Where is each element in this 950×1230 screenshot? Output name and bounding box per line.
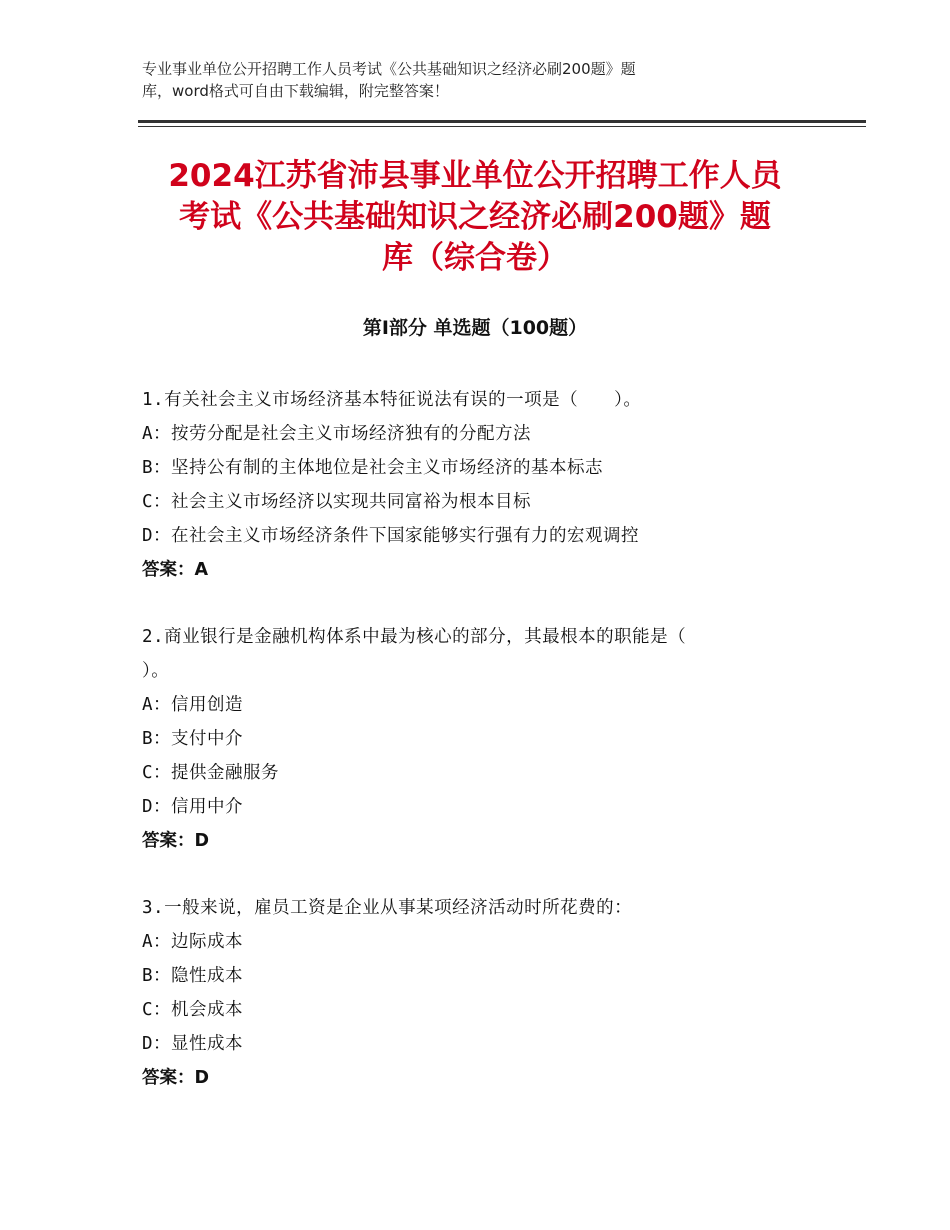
header-note-line-2: 库，word格式可自由下载编辑，附完整答案！ [142,82,449,100]
question-stem-continued: ）。 [142,661,170,681]
question-stem: 1.有关社会主义市场经济基本特征说法有误的一项是（ ）。 [142,390,642,410]
document-title-line-3: 库（综合卷） [382,240,568,276]
header-note-line-1: 专业事业单位公开招聘工作人员考试《公共基础知识之经济必刷200题》题 [142,60,636,78]
question-1 [142,383,802,587]
question-stem: 2.商业银行是金融机构体系中最为核心的部分，其最根本的职能是（ [142,627,687,647]
option-b: B：坚持公有制的主体地位是社会主义市场经济的基本标志 [142,458,604,478]
answer: 答案：D [142,1068,210,1088]
document-title [130,156,820,279]
header-divider-thick [138,120,866,123]
document-title-line-1: 2024江苏省沛县事业单位公开招聘工作人员 [168,158,782,194]
option-d: D：信用中介 [142,797,244,817]
option-c: C：提供金融服务 [142,763,280,783]
section-heading: 第Ⅰ部分 单选题（100题） [362,317,588,339]
option-b: B：支付中介 [142,729,244,749]
option-d: D：在社会主义市场经济条件下国家能够实行强有力的宏观调控 [142,526,640,546]
option-a: A：边际成本 [142,932,244,952]
option-b: B：隐性成本 [142,966,244,986]
option-a: A：信用创造 [142,695,244,715]
question-2 [142,620,802,858]
option-c: C：机会成本 [142,1000,244,1020]
option-a: A：按劳分配是社会主义市场经济独有的分配方法 [142,424,532,444]
option-d: D：显性成本 [142,1034,244,1054]
answer: 答案：D [142,831,210,851]
answer: 答案：A [142,560,209,580]
question-list [142,383,802,1095]
option-c: C：社会主义市场经济以实现共同富裕为根本目标 [142,492,532,512]
question-stem: 3.一般来说，雇员工资是企业从事某项经济活动时所花费的： [142,898,633,918]
document-title-line-2: 考试《公共基础知识之经济必刷200题》题 [179,199,771,235]
header-note [142,58,782,102]
question-3 [142,891,802,1095]
header-divider-thin [138,126,866,127]
